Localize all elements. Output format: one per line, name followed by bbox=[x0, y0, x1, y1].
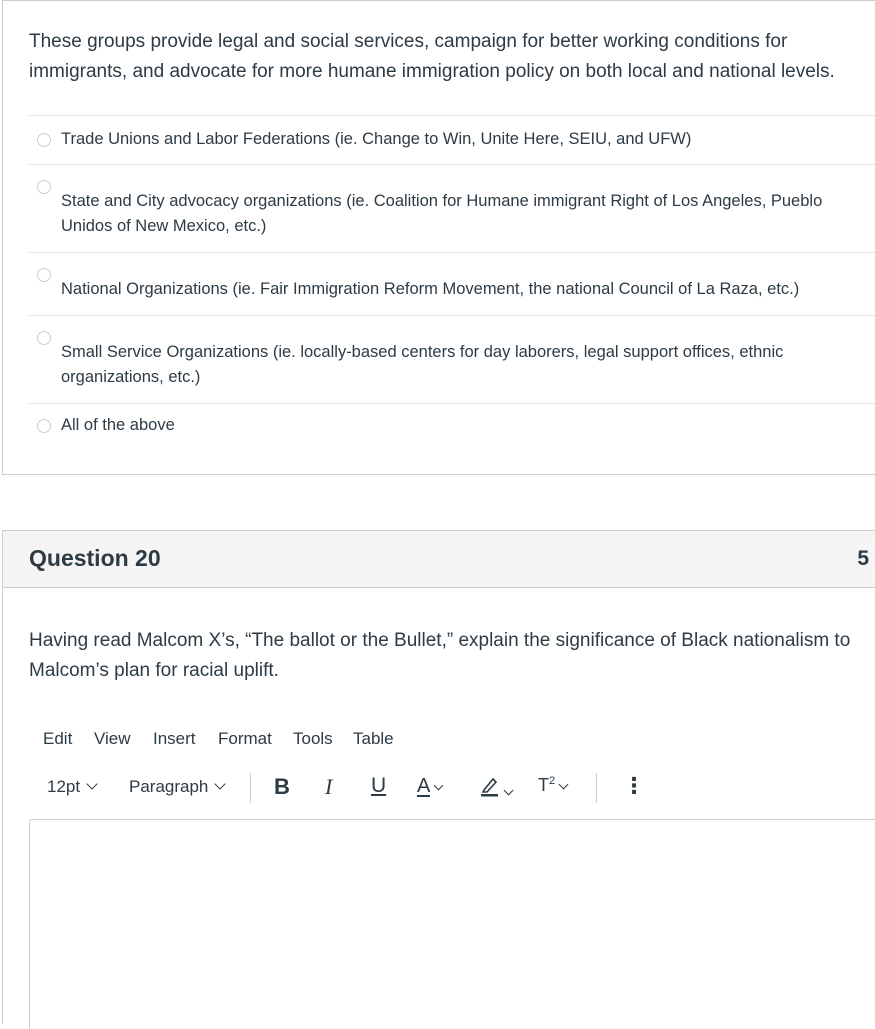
toolbar-divider bbox=[596, 773, 597, 803]
superscript-button[interactable] bbox=[538, 775, 567, 796]
rich-text-editor-area[interactable] bbox=[29, 819, 875, 1029]
text-color-button[interactable] bbox=[417, 775, 442, 798]
answer-option[interactable] bbox=[29, 403, 875, 448]
answer-option[interactable] bbox=[29, 164, 875, 252]
chevron-down-icon bbox=[504, 786, 514, 796]
answer-label[interactable]: National Organizations (ie. Fair Immigration Reform Movement, the national Council of La Raza, etc.) bbox=[61, 280, 800, 298]
bold-button[interactable]: B bbox=[274, 774, 290, 799]
editor-toolbar bbox=[43, 773, 643, 805]
question-20-text: Having read Malcom X’s, “The ballot or the Bullet,” explain the significance of Black nationalism to Malcom’s plan for racial uplift. bbox=[29, 630, 851, 681]
question-20-card bbox=[2, 530, 875, 1024]
question-points: 5 bbox=[857, 547, 869, 570]
answer-option[interactable] bbox=[29, 115, 875, 164]
menu-table[interactable]: Table bbox=[353, 729, 394, 748]
italic-button[interactable]: I bbox=[325, 774, 333, 799]
superscript-mark: 2 bbox=[549, 775, 556, 787]
toolbar-divider bbox=[250, 773, 251, 803]
answer-label[interactable]: Small Service Organizations (ie. locally-based centers for day laborers, legal support offices, ethnic organizations, etc.) bbox=[61, 343, 784, 386]
menu-view[interactable]: View bbox=[94, 729, 131, 748]
answer-label[interactable]: Trade Unions and Labor Federations (ie. Change to Win, Unite Here, SEIU, and UFW) bbox=[61, 130, 692, 148]
highlight-color-button[interactable] bbox=[480, 775, 512, 802]
answer-label[interactable]: All of the above bbox=[61, 416, 175, 434]
highlighter-icon bbox=[480, 775, 500, 797]
underline-button[interactable]: U bbox=[371, 774, 387, 797]
answer-label[interactable]: State and City advocacy organizations (ie. Coalition for Humane immigrant Right of Los Angeles, Pueblo Unidos of New Mexico, etc.) bbox=[61, 192, 823, 235]
question-title: Question 20 bbox=[29, 545, 161, 571]
question-19-card bbox=[2, 0, 875, 475]
radio-button[interactable] bbox=[37, 133, 51, 147]
chevron-down-icon bbox=[434, 781, 444, 791]
more-options-icon[interactable]: ⋮ bbox=[623, 773, 645, 798]
answer-option[interactable] bbox=[29, 252, 875, 315]
text-color-icon: A bbox=[417, 775, 431, 797]
font-size-dropdown[interactable] bbox=[47, 777, 96, 797]
answer-list bbox=[29, 115, 875, 448]
block-format-value: Paragraph bbox=[129, 777, 209, 796]
radio-button[interactable] bbox=[37, 419, 51, 433]
superscript-label: T bbox=[538, 775, 549, 795]
block-format-dropdown[interactable] bbox=[129, 777, 224, 797]
menu-tools[interactable]: Tools bbox=[293, 729, 333, 748]
radio-button[interactable] bbox=[37, 180, 51, 194]
menu-insert[interactable]: Insert bbox=[153, 729, 196, 748]
menu-format[interactable]: Format bbox=[218, 729, 272, 748]
chevron-down-icon bbox=[86, 778, 97, 789]
font-size-value: 12pt bbox=[47, 777, 81, 796]
question-header bbox=[3, 531, 875, 588]
answer-option[interactable] bbox=[29, 315, 875, 403]
radio-button[interactable] bbox=[37, 331, 51, 345]
question-19-text: These groups provide legal and social services, campaign for better working conditions for immigrants, and advocate for more humane immigration policy on both local and national levels. bbox=[29, 31, 835, 82]
menu-edit[interactable]: Edit bbox=[43, 729, 73, 748]
chevron-down-icon bbox=[215, 778, 226, 789]
chevron-down-icon bbox=[559, 780, 569, 790]
radio-button[interactable] bbox=[37, 268, 51, 282]
